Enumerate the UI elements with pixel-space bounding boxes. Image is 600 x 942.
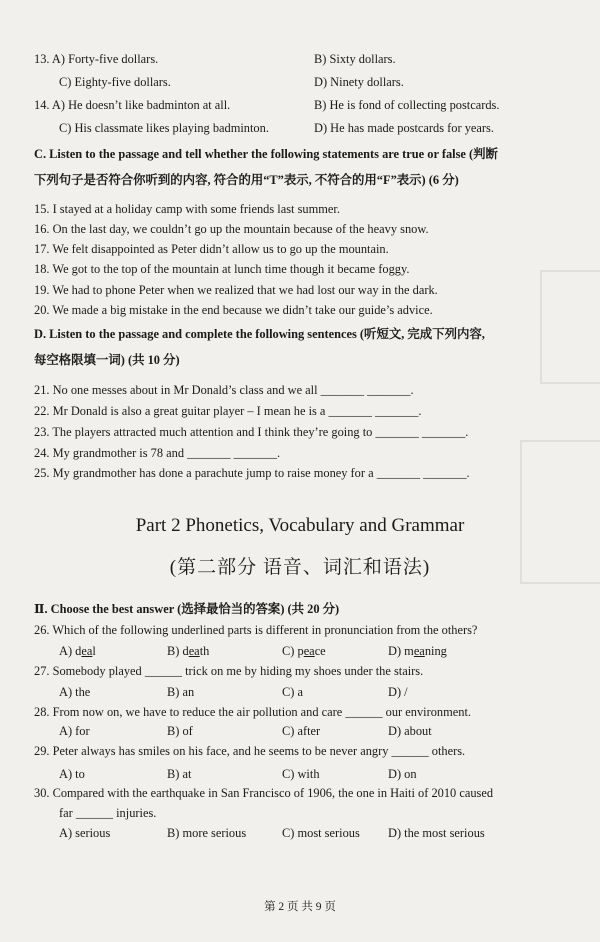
statement-19: 19. We had to phone Peter when we realized that we had lost our way in the dark. <box>34 283 438 297</box>
section-ii-heading: Ⅱ. Choose the best answer (选择最恰当的答案) (共 20 分) <box>34 602 340 616</box>
q26-c-suffix: ce <box>314 644 326 658</box>
q30-option-a: A) serious <box>59 826 111 840</box>
q29-option-d: D) on <box>388 767 417 781</box>
q27-stem: 27. Somebody played ______ trick on me by hiding my shoes under the stairs. <box>34 664 424 678</box>
q28-option-a: A) for <box>59 724 90 738</box>
q26-option-a <box>59 643 96 659</box>
q26-b-suffix: th <box>199 644 210 658</box>
statement-20: 20. We made a big mistake in the end because we didn’t take our guide’s advice. <box>34 303 433 317</box>
q27-option-c: C) a <box>282 685 303 699</box>
statement-17: 17. We felt disappointed as Peter didn’t allow us to go up the mountain. <box>34 242 389 256</box>
q26-stem: 26. Which of the following underlined parts is different in pronunciation from the others? <box>34 623 478 637</box>
q26-option-c <box>282 643 326 659</box>
q26-a-underlined: ea <box>81 644 93 658</box>
q13-option-d: D) Ninety dollars. <box>314 75 404 89</box>
q30-option-c: C) most serious <box>282 826 360 840</box>
statement-16: 16. On the last day, we couldn’t go up the mountain because of the heavy snow. <box>34 222 429 236</box>
section-d-heading-2: 每空格限填一词) (共 10 分) <box>34 353 180 367</box>
q30-option-d: D) the most serious <box>388 826 485 840</box>
part-2-subtitle: (第二部分 语音、词汇和语法) <box>169 557 431 578</box>
sentence-22: 22. Mr Donald is also a great guitar player – I mean he is a _______ _______. <box>34 404 422 418</box>
q26-a-suffix: l <box>92 644 96 658</box>
q30-stem-line-1: 30. Compared with the earthquake in San Francisco of 1906, the one in Haiti of 2010 caused <box>34 786 494 800</box>
q26-a-prefix: A) d <box>59 644 82 658</box>
q14-option-b: B) He is fond of collecting postcards. <box>314 98 500 112</box>
part-2-title: Part 2 Phonetics, Vocabulary and Grammar <box>135 515 465 536</box>
q28-option-b: B) of <box>167 724 193 738</box>
q30-option-b: B) more serious <box>167 826 247 840</box>
sentence-25: 25. My grandmother has done a parachute jump to raise money for a _______ _______. <box>34 466 470 480</box>
q26-option-b <box>167 643 209 659</box>
q28-option-d: D) about <box>388 724 432 738</box>
statement-18: 18. We got to the top of the mountain at lunch time though it became foggy. <box>34 262 410 276</box>
q30-stem-line-2: far ______ injuries. <box>59 806 157 820</box>
q27-option-b: B) an <box>167 685 195 699</box>
sentence-23: 23. The players attracted much attention and I think they’re going to _______ _______. <box>34 425 469 439</box>
page-number-footer: 第 2 页 共 9 页 <box>264 901 336 913</box>
section-c-heading-1: C. Listen to the passage and tell whether the following statements are true or false (判断 <box>34 147 498 161</box>
q13-option-b: B) Sixty dollars. <box>314 52 396 66</box>
q29-option-a: A) to <box>59 767 85 781</box>
q28-stem: 28. From now on, we have to reduce the air pollution and care ______ our environment. <box>34 705 471 719</box>
q26-d-prefix: D) m <box>388 644 414 658</box>
q13-option-c: C) Eighty-five dollars. <box>59 75 171 89</box>
bleed-through-box <box>540 270 600 384</box>
sentence-24: 24. My grandmother is 78 and _______ _______. <box>34 446 281 460</box>
q26-c-underlined: ea <box>303 644 315 658</box>
q29-option-b: B) at <box>167 767 192 781</box>
q27-option-a: A) the <box>59 685 91 699</box>
q14-option-a: 14. A) He doesn’t like badminton at all. <box>34 98 231 112</box>
q29-option-c: C) with <box>282 767 320 781</box>
q13-option-a: 13. A) Forty-five dollars. <box>34 52 159 66</box>
sentence-21: 21. No one messes about in Mr Donald’s class and we all _______ _______. <box>34 383 414 397</box>
statement-15: 15. I stayed at a holiday camp with some friends last summer. <box>34 202 340 216</box>
q14-option-c: C) His classmate likes playing badminton. <box>59 121 269 135</box>
q26-option-d <box>388 643 447 659</box>
q26-d-suffix: ning <box>424 644 447 658</box>
section-c-heading-2: 下列句子是否符合你听到的内容, 符合的用“T”表示, 不符合的用“F”表示) (6 分) <box>34 173 459 187</box>
q26-d-underlined: ea <box>413 644 425 658</box>
q29-stem: 29. Peter always has smiles on his face, and he seems to be never angry ______ others. <box>34 744 466 758</box>
q26-c-prefix: C) p <box>282 644 304 658</box>
q28-option-c: C) after <box>282 724 321 738</box>
q26-b-underlined: ea <box>188 644 200 658</box>
q14-option-d: D) He has made postcards for years. <box>314 121 494 135</box>
q26-b-prefix: B) d <box>167 644 189 658</box>
q27-option-d: D) / <box>388 685 408 699</box>
section-d-heading-1: D. Listen to the passage and complete the following sentences (听短文, 完成下列内容, <box>34 327 485 341</box>
